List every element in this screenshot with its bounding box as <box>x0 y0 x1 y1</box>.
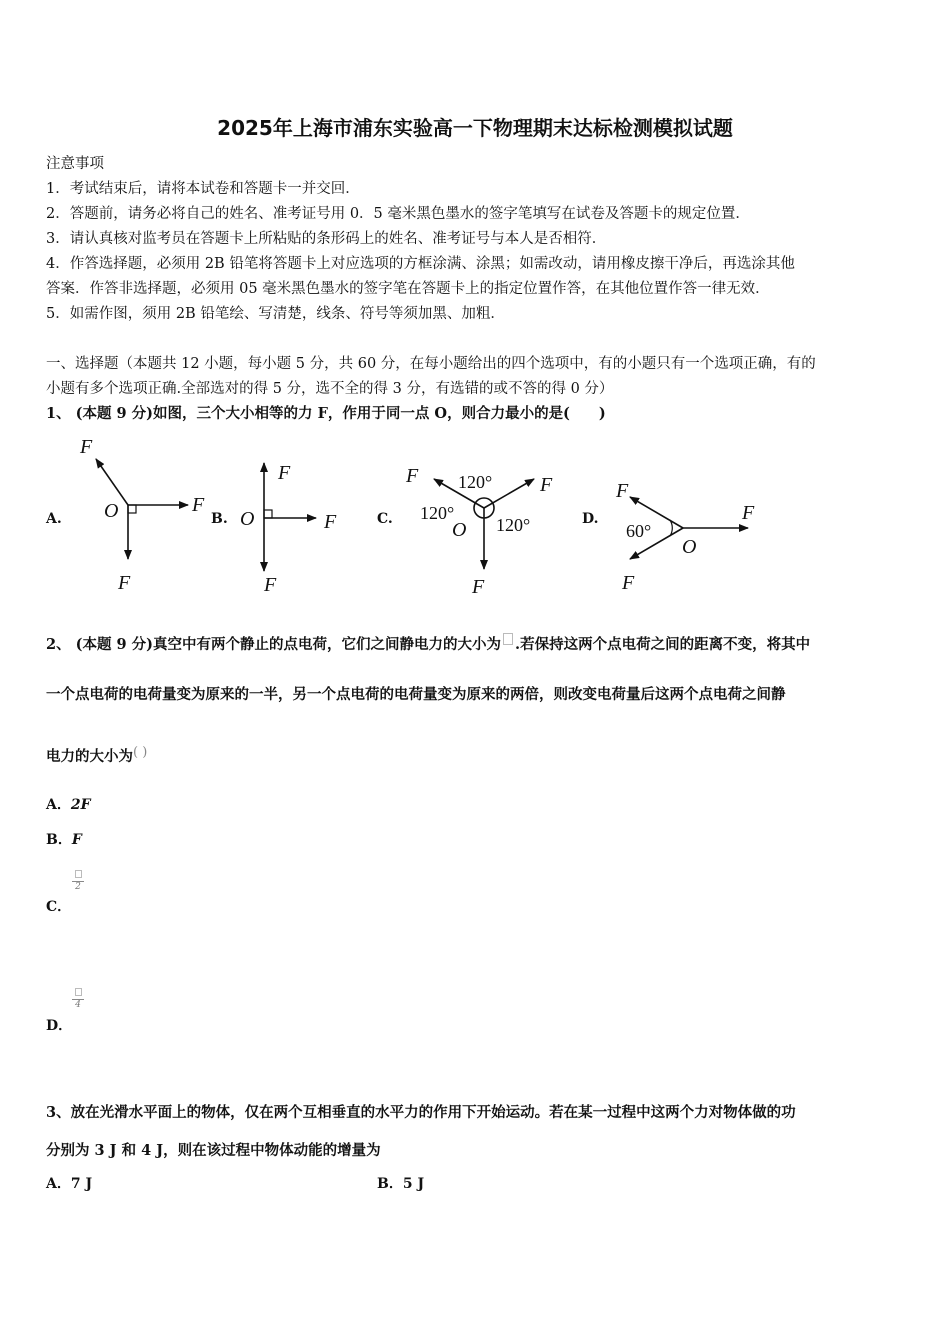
notice-item-4: 4．作答选择题，必须用 2B 铅笔将答题卡上对应选项的方框涂满、涂黑；如需改动，请用橡皮擦干净后，再选涂其他 <box>46 256 795 272</box>
d-f-lower: F <box>622 572 635 594</box>
notice-heading: 注意事项 <box>46 156 104 172</box>
q2-option-b: B．F <box>46 832 82 848</box>
formula-placeholder-icon <box>503 633 513 645</box>
a-o: O <box>104 500 119 522</box>
b-o: O <box>240 508 255 530</box>
d-f-upper: F <box>616 480 629 502</box>
q2-option-c-fraction: 2 <box>72 870 84 893</box>
section-heading: 一、选择题（本题共 12 小题，每小题 5 分，共 60 分，在每小题给出的四个选项中，有的小题只有一个选项正确，有的 <box>46 356 816 372</box>
c-o: O <box>452 519 467 541</box>
notice-item-2: 2．答题前，请务必将自己的姓名、准考证号用 0．5 毫米黑色墨水的签字笔填写在试卷及答题卡的规定位置． <box>46 206 750 222</box>
q2-paren: ( ) <box>133 745 148 760</box>
b-f-up: F <box>278 462 291 484</box>
notice-item-5: 5．如需作图，须用 2B 铅笔绘、写清楚，线条、符号等须加黑、加粗． <box>46 306 505 322</box>
section-heading-cont: 小题有多个选项正确.全部选对的得 5 分，选不全的得 3 分，有选错的或不答的得 0 分） <box>46 381 614 397</box>
q1-force-diagrams <box>0 425 950 605</box>
q2-option-c-label: C． <box>46 899 72 915</box>
c-angle-left: 120° <box>420 503 455 523</box>
a-f-down: F <box>118 572 131 594</box>
c-f-right: F <box>540 474 553 496</box>
b-f-right: F <box>324 511 337 533</box>
d-angle: 60° <box>626 521 652 541</box>
q2-line1 <box>46 633 810 654</box>
q2-option-d-label: D． <box>46 1018 73 1034</box>
notice-item-1: 1．考试结束后，请将本试卷和答题卡一并交回． <box>46 181 360 197</box>
q2-line3 <box>46 745 147 766</box>
page-title: 2025年上海市浦东实验高一下物理期末达标检测模拟试题 <box>217 116 733 140</box>
q2-option-d-fraction: 4 <box>72 988 84 1011</box>
q3-line1: 3、放在光滑水平面上的物体，仅在两个互相垂直的水平力的作用下开始运动。若在某一过程中这两个力对物体做的功 <box>46 1104 796 1121</box>
q2-line2: 一个点电荷的电荷量变为原来的一半，另一个点电荷的电荷量变为原来的两倍，则改变电荷量后这两个点电荷之间静 <box>46 686 786 703</box>
q3-line2: 分别为 3 J 和 4 J，则在该过程中物体动能的增量为 <box>46 1142 381 1159</box>
formula-placeholder-icon <box>75 988 82 996</box>
q2-line1-a: 2、 (本题 9 分)真空中有两个静止的点电荷，它们之间静电力的大小为 <box>46 636 502 653</box>
notice-item-4-cont: 答案．作答非选择题，必须用 05 毫米黑色墨水的签字笔在答题卡上的指定位置作答，在其他位置作答一律无效． <box>46 281 770 297</box>
formula-placeholder-icon <box>75 870 82 878</box>
q3-option-b: B．5 J <box>377 1176 425 1192</box>
q1-option-a-label: A. <box>46 511 62 527</box>
q1-text: 1、 (本题 9 分)如图，三个大小相等的力 F，作用于同一点 O，则合力最小的是( ) <box>46 405 606 422</box>
d-f-right: F <box>742 502 755 524</box>
q1-option-d-label: D. <box>582 511 599 527</box>
notice-item-3: 3．请认真核对监考员在答题卡上所粘贴的条形码上的姓名、准考证号与本人是否相符． <box>46 231 607 247</box>
q2-option-a: A．2F <box>46 797 91 813</box>
q3-option-a: A．7 J <box>46 1176 93 1192</box>
a-f-right: F <box>192 494 205 516</box>
c-f-left: F <box>406 465 419 487</box>
c-angle-right: 120° <box>496 515 531 535</box>
d-o: O <box>682 536 697 558</box>
c-angle-top: 120° <box>458 472 493 492</box>
c-f-down: F <box>472 576 485 598</box>
q2-line1-b: .若保持这两个点电荷之间的距离不变，将其中 <box>515 636 811 653</box>
q1-option-b-label: B. <box>211 511 228 527</box>
a-f-upper: F <box>80 436 93 458</box>
q1-option-c-label: C. <box>377 511 393 527</box>
b-f-down: F <box>264 574 277 596</box>
q2-line3-text: 电力的大小为 <box>46 748 133 765</box>
